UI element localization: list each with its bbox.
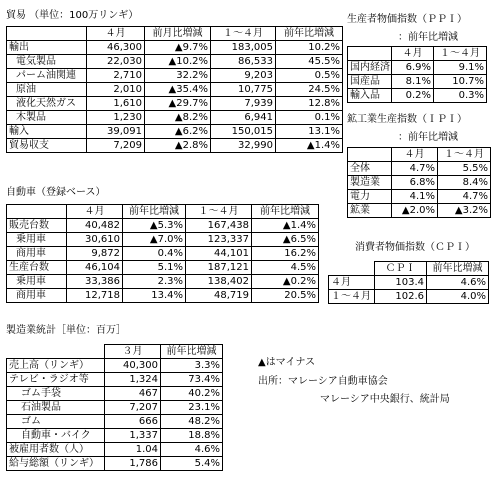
cell: 44,101 — [186, 247, 252, 261]
cell: 2.3% — [123, 275, 186, 289]
cpi-table — [328, 261, 489, 304]
cell: 7,207 — [105, 401, 161, 415]
table-row — [7, 97, 343, 111]
cell: 4.7% — [438, 190, 491, 204]
ipi-table — [347, 147, 491, 218]
header-cell: 前年比増減 — [427, 262, 489, 276]
table-row — [7, 289, 319, 303]
header-cell: ４月 — [392, 47, 434, 61]
cell: ▲6.5% — [252, 233, 319, 247]
autos-caption: 自動車（登録ベース） — [6, 187, 106, 198]
cell: 467 — [105, 387, 161, 401]
table-row — [7, 139, 343, 153]
header-cell: 前年比増減 — [161, 345, 223, 359]
cell: 2,710 — [87, 69, 145, 83]
header-cell: ４月 — [87, 27, 145, 41]
table-row — [7, 457, 223, 471]
manufacturing-caption: 製造業統計［単位：百万］ — [6, 325, 126, 336]
table-row — [7, 83, 343, 97]
cell: ▲6.2% — [145, 125, 211, 139]
row-label: 国産品 — [348, 75, 392, 89]
cell: 6.9% — [392, 61, 434, 75]
cell: ▲5.3% — [123, 219, 186, 233]
cell: 0.1% — [276, 111, 343, 125]
table-row — [7, 415, 223, 429]
table-row — [7, 387, 223, 401]
cell: 8.4% — [438, 176, 491, 190]
row-label: 製造業 — [348, 176, 392, 190]
cell: 187,121 — [186, 261, 252, 275]
row-label: 原油 — [7, 83, 87, 97]
cell: 8.1% — [392, 75, 434, 89]
cell: ▲7.0% — [123, 233, 186, 247]
trade-table — [6, 26, 343, 153]
cell: 0.5% — [276, 69, 343, 83]
cell: 33,386 — [67, 275, 123, 289]
header-cell — [329, 262, 375, 276]
cell: 73.4% — [161, 373, 223, 387]
header-cell: 前年比増減 — [276, 27, 343, 41]
cell: ▲1.4% — [252, 219, 319, 233]
minus-note: ▲はマイナス — [258, 357, 316, 368]
cell: 30,610 — [67, 233, 123, 247]
row-label: 自動車・バイク — [7, 429, 105, 443]
cell: 4.6% — [427, 276, 489, 290]
cell: 1,324 — [105, 373, 161, 387]
cell: 4.7% — [392, 162, 438, 176]
cell: 46,300 — [87, 41, 145, 55]
row-label: ゴム手袋 — [7, 387, 105, 401]
header-cell: 前月比増減 — [145, 27, 211, 41]
manufacturing-table — [6, 344, 223, 471]
table-header-row — [348, 148, 491, 162]
cell: 5.5% — [438, 162, 491, 176]
cell: 1,610 — [87, 97, 145, 111]
cell: 22,030 — [87, 55, 145, 69]
cell: 46,104 — [67, 261, 123, 275]
table-row — [329, 276, 489, 290]
cell: 45.5% — [276, 55, 343, 69]
autos-table — [6, 204, 319, 303]
cell: 10,775 — [211, 83, 276, 97]
cell: ▲9.7% — [145, 41, 211, 55]
row-label: 鉱業 — [348, 204, 392, 218]
row-label: 生産台数 — [7, 261, 67, 275]
row-label: 電力 — [348, 190, 392, 204]
header-cell — [7, 205, 67, 219]
cell: 666 — [105, 415, 161, 429]
table-row — [7, 247, 319, 261]
table-header-row — [7, 27, 343, 41]
cell: 183,005 — [211, 41, 276, 55]
row-label: 商用車 — [7, 247, 67, 261]
row-label: 乗用車 — [7, 233, 67, 247]
row-label: 被雇用者数（人） — [7, 443, 105, 457]
header-cell: ＣＰＩ — [375, 262, 427, 276]
cell: 5.1% — [123, 261, 186, 275]
cell: 6.8% — [392, 176, 438, 190]
table-header-row — [7, 345, 223, 359]
row-label: 国内経済 — [348, 61, 392, 75]
cell: 167,438 — [186, 219, 252, 233]
ipi-subcaption: ：前年比増減 — [398, 132, 458, 143]
cell: 32.2% — [145, 69, 211, 83]
cell: 13.4% — [123, 289, 186, 303]
cell: 4.5% — [252, 261, 319, 275]
cell: 4.6% — [161, 443, 223, 457]
cell: 7,209 — [87, 139, 145, 153]
cell: 40,300 — [105, 359, 161, 373]
table-header-row — [7, 205, 319, 219]
row-label: 全体 — [348, 162, 392, 176]
table-row — [348, 89, 487, 103]
cell: 40,482 — [67, 219, 123, 233]
ppi-subcaption: ：前年比増減 — [398, 32, 458, 43]
cell: 12.8% — [276, 97, 343, 111]
header-cell: １～４月 — [186, 205, 252, 219]
cell: 138,402 — [186, 275, 252, 289]
table-row — [7, 219, 319, 233]
cell: 102.6 — [375, 290, 427, 304]
table-row — [348, 75, 487, 89]
cell: 103.4 — [375, 276, 427, 290]
cell: 20.5% — [252, 289, 319, 303]
cell: 13.1% — [276, 125, 343, 139]
source-note-2: マレーシア中央銀行、統計局 — [320, 394, 450, 405]
cell: 40.2% — [161, 387, 223, 401]
table-row — [7, 359, 223, 373]
cell: ▲35.4% — [145, 83, 211, 97]
row-label: パーム油関連 — [7, 69, 87, 83]
ppi-caption: 生産者物価指数（ＰＰＩ） — [347, 14, 467, 25]
cell: ▲1.4% — [276, 139, 343, 153]
ipi-caption: 鉱工業生産指数（ＩＰＩ） — [347, 114, 467, 125]
header-cell: １～４月 — [438, 148, 491, 162]
table-row — [7, 401, 223, 415]
cell: 4.1% — [392, 190, 438, 204]
cell: ▲2.8% — [145, 139, 211, 153]
row-label: １～４月 — [329, 290, 375, 304]
header-cell: ３月 — [105, 345, 161, 359]
cell: 1.04 — [105, 443, 161, 457]
row-label: 液化天然ガス — [7, 97, 87, 111]
table-row — [348, 61, 487, 75]
cell: 10.2% — [276, 41, 343, 55]
row-label: 売上高（リンギ） — [7, 359, 105, 373]
cell: 32,990 — [211, 139, 276, 153]
row-label: 輸出 — [7, 41, 87, 55]
cell: 6,941 — [211, 111, 276, 125]
table-row — [7, 373, 223, 387]
table-header-row — [348, 47, 487, 61]
row-label: 給与総額（リンギ） — [7, 457, 105, 471]
table-row — [7, 443, 223, 457]
cell: 3.3% — [161, 359, 223, 373]
row-label: 石油製品 — [7, 401, 105, 415]
table-row — [7, 261, 319, 275]
table-row — [348, 162, 491, 176]
trade-caption: 貿易 （単位：100万リンギ） — [6, 10, 139, 21]
table-row — [348, 176, 491, 190]
header-cell: 前年比増減 — [123, 205, 186, 219]
table-row — [7, 55, 343, 69]
cell: 86,533 — [211, 55, 276, 69]
header-cell: 前年比増減 — [252, 205, 319, 219]
cell: 16.2% — [252, 247, 319, 261]
cell: ▲10.2% — [145, 55, 211, 69]
table-row — [7, 125, 343, 139]
row-label: 商用車 — [7, 289, 67, 303]
cell: ▲8.2% — [145, 111, 211, 125]
cell: 0.2% — [392, 89, 434, 103]
row-label: テレビ・ラジオ等 — [7, 373, 105, 387]
row-label: 輸入品 — [348, 89, 392, 103]
table-row — [7, 275, 319, 289]
row-label: ゴム — [7, 415, 105, 429]
cell: 0.4% — [123, 247, 186, 261]
row-label: 電気製品 — [7, 55, 87, 69]
cell: ▲2.0% — [392, 204, 438, 218]
source-note-1: 出所：マレーシア自動車協会 — [258, 376, 388, 387]
header-cell: ４月 — [392, 148, 438, 162]
table-row — [329, 290, 489, 304]
cell: 4.0% — [427, 290, 489, 304]
cell: 9,872 — [67, 247, 123, 261]
cell: 150,015 — [211, 125, 276, 139]
table-row — [7, 69, 343, 83]
cell: 12,718 — [67, 289, 123, 303]
cell: ▲0.2% — [252, 275, 319, 289]
cell: 9.1% — [434, 61, 487, 75]
cell: 0.3% — [434, 89, 487, 103]
cell: 123,337 — [186, 233, 252, 247]
cell: 1,786 — [105, 457, 161, 471]
ppi-table — [347, 46, 487, 103]
header-cell: １～４月 — [211, 27, 276, 41]
cell: 23.1% — [161, 401, 223, 415]
header-cell: １～４月 — [434, 47, 487, 61]
cell: 24.5% — [276, 83, 343, 97]
table-row — [7, 233, 319, 247]
row-label: 木製品 — [7, 111, 87, 125]
cell: 1,337 — [105, 429, 161, 443]
row-label: 輸入 — [7, 125, 87, 139]
row-label: 販売台数 — [7, 219, 67, 233]
cell: ▲3.2% — [438, 204, 491, 218]
table-row — [7, 429, 223, 443]
table-row — [7, 111, 343, 125]
cell: 10.7% — [434, 75, 487, 89]
cell: ▲29.7% — [145, 97, 211, 111]
row-label: 貿易収支 — [7, 139, 87, 153]
cell: 39,091 — [87, 125, 145, 139]
header-cell — [348, 148, 392, 162]
header-cell — [7, 345, 105, 359]
cell: 48,719 — [186, 289, 252, 303]
cell: 7,939 — [211, 97, 276, 111]
header-cell — [7, 27, 87, 41]
table-row — [348, 190, 491, 204]
cell: 48.2% — [161, 415, 223, 429]
row-label: ４月 — [329, 276, 375, 290]
table-row — [7, 41, 343, 55]
table-row — [348, 204, 491, 218]
cpi-caption: 消費者物価指数（ＣＰＩ） — [355, 242, 475, 253]
cell: 2,010 — [87, 83, 145, 97]
cell: 5.4% — [161, 457, 223, 471]
header-cell — [348, 47, 392, 61]
header-cell: ４月 — [67, 205, 123, 219]
cell: 1,230 — [87, 111, 145, 125]
cell: 9,203 — [211, 69, 276, 83]
table-header-row — [329, 262, 489, 276]
row-label: 乗用車 — [7, 275, 67, 289]
cell: 18.8% — [161, 429, 223, 443]
